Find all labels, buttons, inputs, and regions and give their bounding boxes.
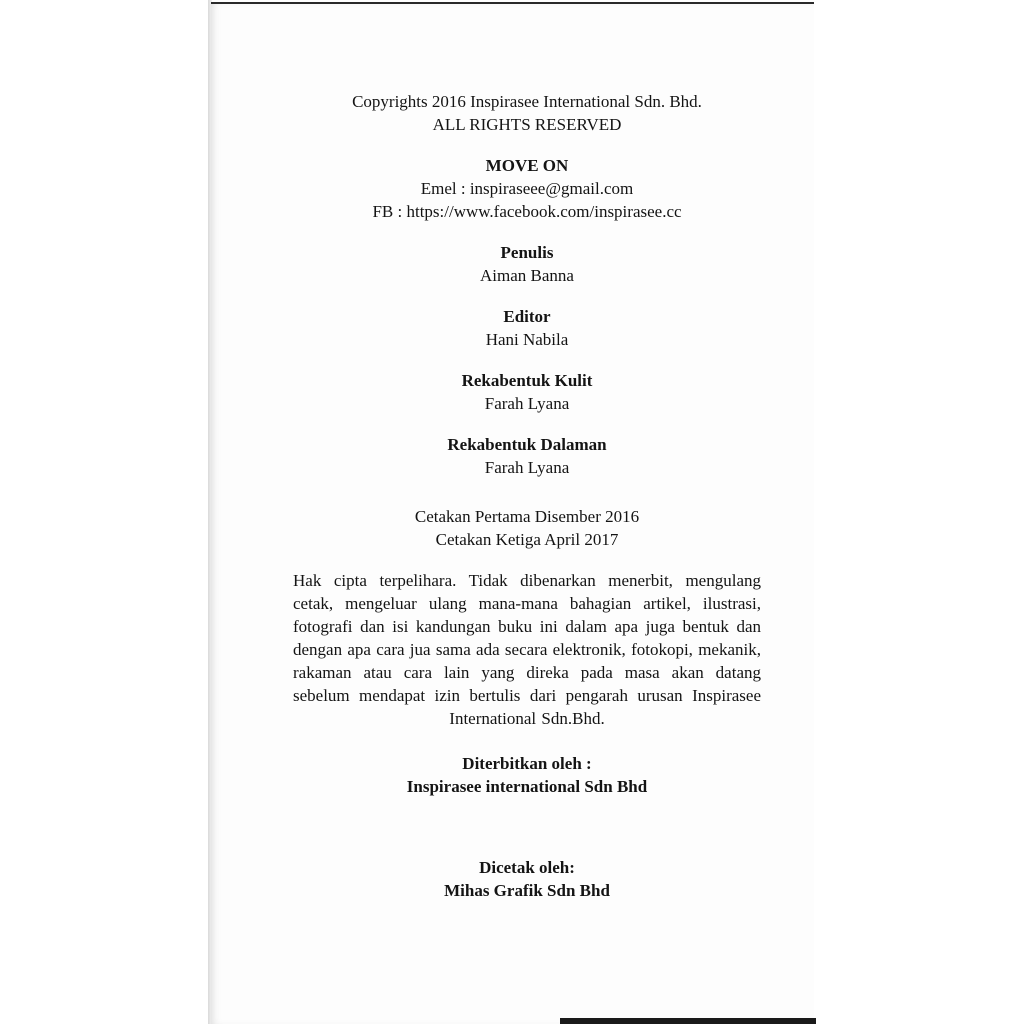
printer-block: [293, 856, 761, 902]
credit-writer: [293, 241, 761, 287]
credit-role: Rekabentuk Kulit: [461, 371, 593, 390]
printer-name: Mihas Grafik Sdn Bhd: [444, 881, 610, 900]
credit-cover-design: [293, 369, 761, 415]
email-line: Emel : inspiraseee@gmail.com: [420, 179, 634, 198]
printer-label: Dicetak oleh:: [479, 858, 575, 877]
third-printing: Cetakan Ketiga April 2017: [435, 530, 619, 549]
book-info-block: [293, 154, 761, 223]
credit-interior-design: [293, 433, 761, 479]
credit-name: Aiman Banna: [480, 266, 574, 285]
book-title: MOVE ON: [485, 156, 569, 175]
credit-name: Farah Lyana: [484, 458, 570, 477]
credit-editor: [293, 305, 761, 351]
publisher-block: [293, 752, 761, 798]
publisher-name: Inspirasee international Sdn Bhd: [406, 777, 648, 796]
credit-name: Farah Lyana: [484, 394, 570, 413]
credit-role: Penulis: [500, 243, 554, 262]
publisher-label: Diterbitkan oleh :: [462, 754, 592, 773]
copyright-notice: Hak cipta terpelihara. Tidak dibenarkan menerbit, mengulang cetak, mengeluar ulang mana-mana bahagian artikel, ilustrasi, fotografi dan isi kandungan buku ini dalam apa juga bentuk dan dengan apa cara jua sama ada secara elektronik, fotokopi, mekanik, rakaman atau cara lain yang direka pada masa akan datang sebelum mendapat izin bertulis dari pengarah urusan Inspirasee International Sdn.Bhd.: [293, 571, 761, 728]
copyright-line: Copyrights 2016 Inspirasee International Sdn. Bhd.: [352, 92, 702, 111]
printing-history: [293, 505, 761, 551]
rights-reserved-line: ALL RIGHTS RESERVED: [432, 115, 622, 134]
page-edge-bottom: [560, 1018, 816, 1024]
credit-role: Editor: [503, 307, 551, 326]
copyright-page-content: [293, 90, 761, 920]
first-printing: Cetakan Pertama Disember 2016: [414, 507, 640, 526]
credit-name: Hani Nabila: [485, 330, 569, 349]
copyright-block: [293, 90, 761, 136]
credit-role: Rekabentuk Dalaman: [447, 435, 607, 454]
facebook-line: FB : https://www.facebook.com/inspirasee.cc: [372, 202, 682, 221]
